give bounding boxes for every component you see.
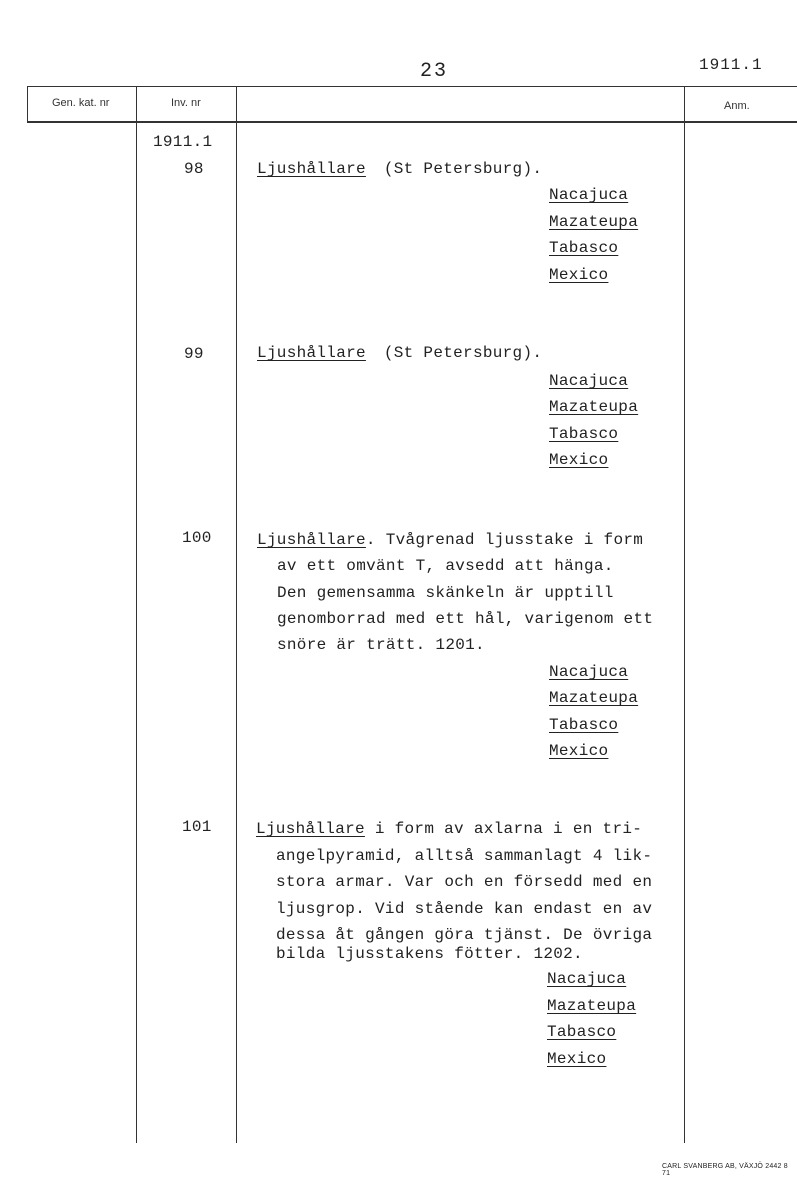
place-locality: Nacajuca	[547, 970, 627, 988]
place-country: Mexico	[549, 742, 609, 760]
place-locality: Nacajuca	[549, 186, 629, 204]
inv-number: 98	[184, 160, 204, 178]
table-header-rule	[27, 121, 797, 123]
place-locality: Nacajuca	[549, 663, 629, 681]
place-district: Mazateupa	[549, 213, 639, 231]
entry-title: Ljushållare	[257, 160, 366, 178]
inv-number: 100	[182, 529, 212, 547]
entry-description: ljusgrop. Vid stående kan endast en av	[276, 900, 653, 918]
place-district: Mazateupa	[549, 398, 639, 416]
column-divider-gen	[136, 86, 137, 1143]
place-state: Tabasco	[547, 1023, 617, 1041]
entry-description: genomborrad med ett hål, varigenom ett	[277, 610, 654, 628]
column-divider-inv	[236, 86, 237, 1143]
place-country: Mexico	[549, 266, 609, 284]
entry-title: Ljushållare	[257, 531, 366, 549]
entry-text-line	[256, 820, 642, 838]
column-header-gen-kat-nr: Gen. kat. nr	[52, 97, 110, 109]
entry-text-line	[257, 160, 542, 178]
entry-description: (St Petersburg).	[383, 160, 543, 178]
entry-text-line	[257, 531, 643, 549]
entry-description: av ett omvänt T, avsedd att hänga.	[277, 557, 614, 575]
place-country: Mexico	[547, 1050, 607, 1068]
table-top-rule	[27, 86, 797, 87]
table-left-edge	[27, 86, 28, 122]
corner-reference: 1911.1	[699, 56, 763, 74]
entry-description: (St Petersburg).	[383, 344, 543, 362]
inv-number: 101	[182, 818, 212, 836]
column-divider-anm	[684, 86, 685, 1143]
printer-footer: CARL SVANBERG AB, VÄXJÖ 2442 8 71	[662, 1163, 788, 1177]
collection-number: 1911.1	[153, 133, 213, 151]
entry-description: Den gemensamma skänkeln är upptill	[277, 584, 614, 602]
place-state: Tabasco	[549, 239, 619, 257]
entry-title: Ljushållare	[257, 344, 366, 362]
entry-text-line	[257, 344, 542, 362]
entry-description: i form av axlarna i en tri-	[364, 820, 643, 838]
entry-description: dessa åt gången göra tjänst. De övriga	[276, 926, 653, 944]
place-district: Mazateupa	[547, 997, 637, 1015]
column-header-inv-nr: Inv. nr	[171, 97, 201, 109]
place-country: Mexico	[549, 451, 609, 469]
entry-description: stora armar. Var och en försedd med en	[276, 873, 653, 891]
place-state: Tabasco	[549, 425, 619, 443]
entry-description: bilda ljusstakens fötter. 1202.	[276, 945, 583, 963]
page-number: 23	[420, 60, 449, 83]
place-district: Mazateupa	[549, 689, 639, 707]
place-state: Tabasco	[549, 716, 619, 734]
place-locality: Nacajuca	[549, 372, 629, 390]
inv-number: 99	[184, 345, 204, 363]
entry-description: angelpyramid, alltså sammanlagt 4 lik-	[276, 847, 653, 865]
entry-description: . Tvågrenad ljusstake i form	[365, 531, 644, 549]
entry-description: snöre är trätt. 1201.	[277, 636, 485, 654]
entry-title: Ljushållare	[256, 820, 365, 838]
column-header-anm: Anm.	[724, 100, 750, 112]
